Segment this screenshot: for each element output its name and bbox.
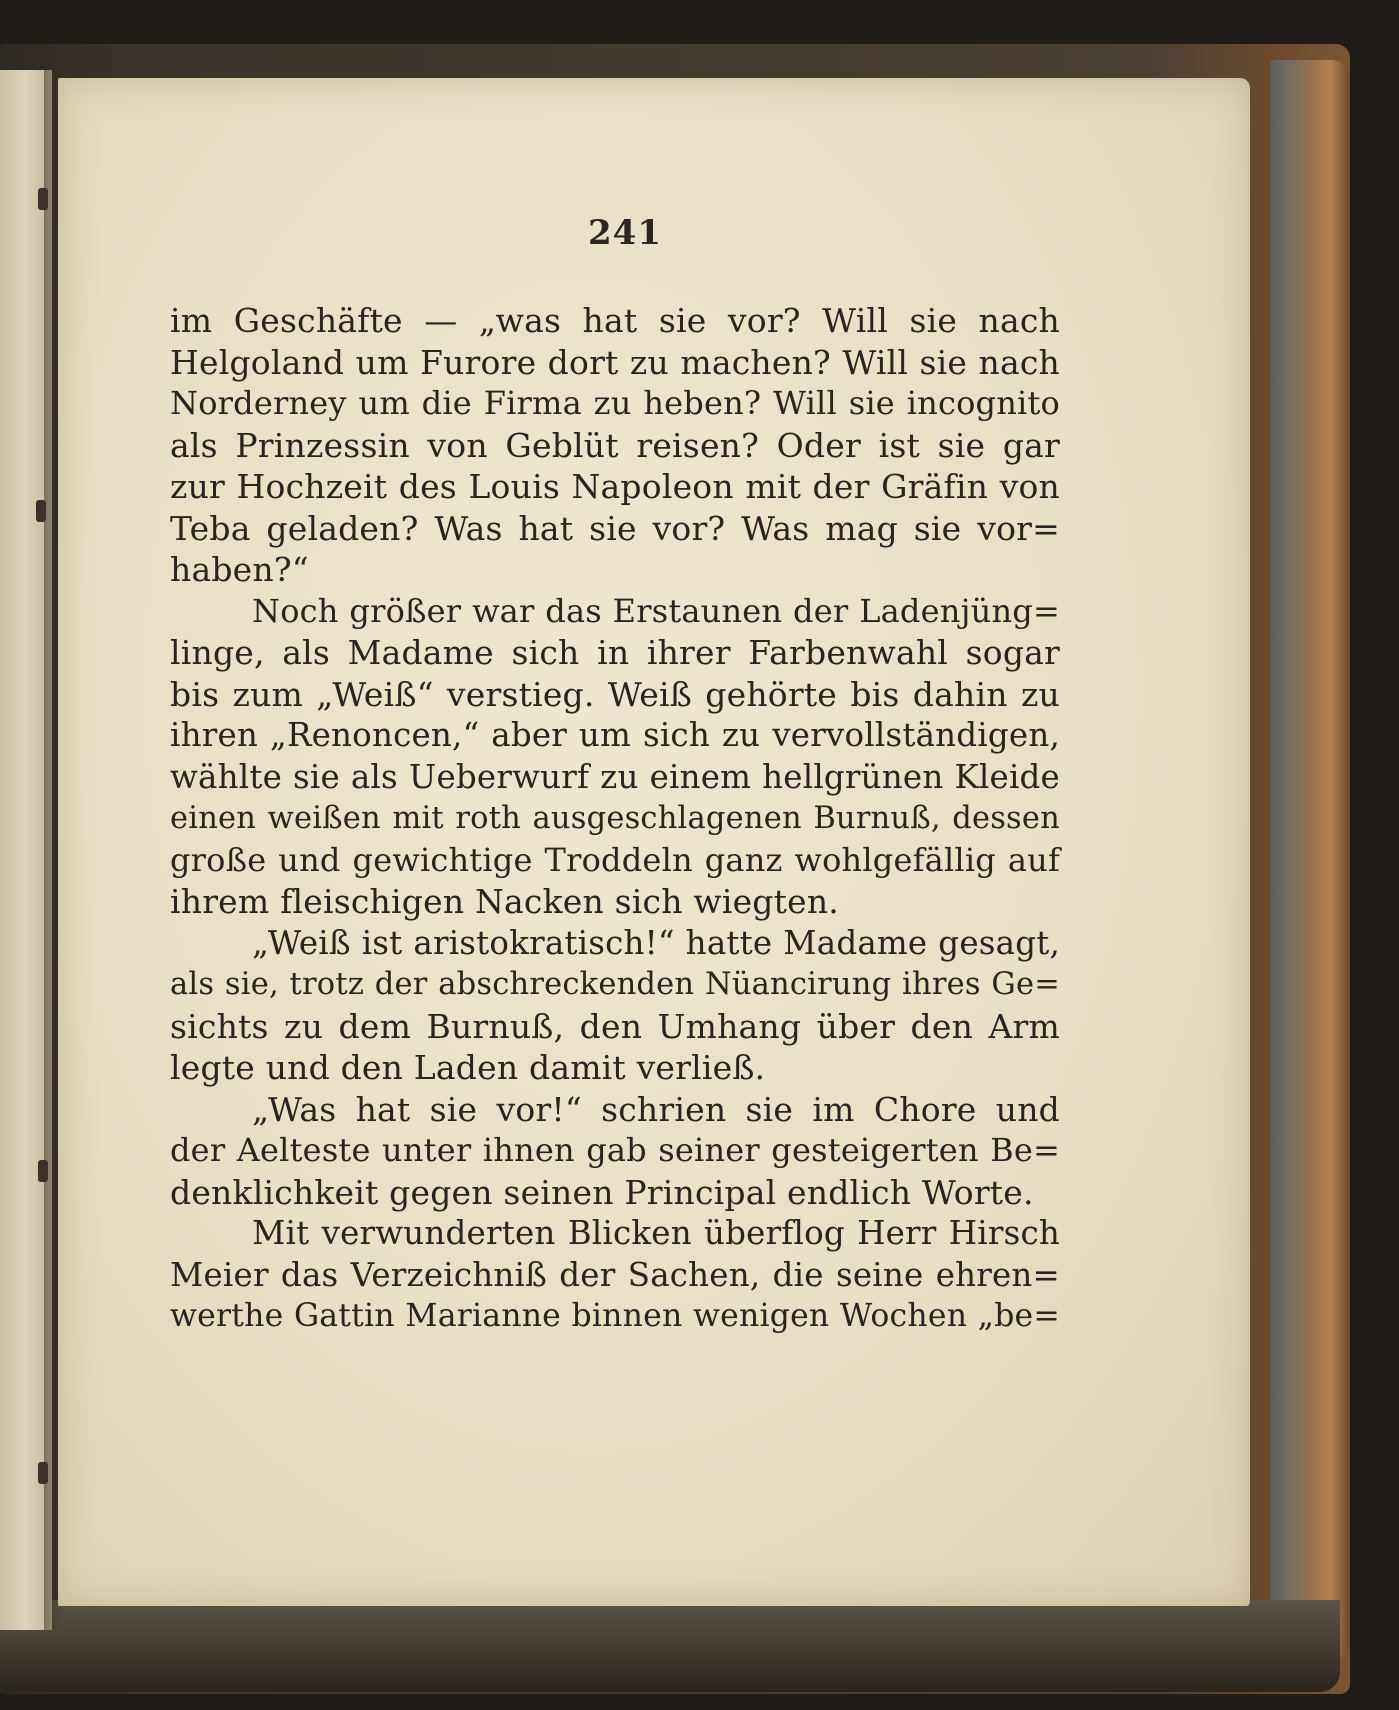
text-line: sichts zu dem Burnuß, den Umhang über den Arm [170, 1006, 1060, 1046]
text-line: einen weißen mit roth ausgeschlagenen Burnuß, dessen [170, 801, 1060, 836]
text-line: wählte sie als Ueberwurf zu einem hellgrünen Kleide [170, 757, 1060, 796]
text-line: der Aelteste unter ihnen gab seiner gesteigerten Be= [170, 1131, 1060, 1169]
text-line: Norderney um die Firma zu heben? Will sie incognito [170, 384, 1060, 422]
binding-thread-mark [36, 500, 46, 522]
text-line: Meier das Verzeichniß der Sachen, die seine ehren= [170, 1255, 1060, 1294]
text-line: Noch größer war das Erstaunen der Ladenjüng= [252, 591, 1060, 630]
cover-bottom-edge [0, 1600, 1340, 1692]
text-line: „Weiß ist aristokratisch!“ hatte Madame gesagt, [252, 923, 1060, 962]
text-line: linge, als Madame sich in ihrer Farbenwahl sogar [170, 633, 1060, 672]
text-line: als Prinzessin von Geblüt reisen? Oder ist sie gar [170, 425, 1060, 465]
text-line: als sie, trotz der abschreckenden Nüancirung ihres Ge= [170, 967, 1060, 1002]
text-line: denklichkeit gegen seinen Principal endlich Worte. [170, 1172, 1034, 1212]
text-line: im Geschäfte — „was hat sie vor? Will sie nach [170, 301, 1060, 340]
text-line: bis zum „Weiß“ verstieg. Weiß gehörte bis dahin zu [170, 674, 1060, 714]
text-line: Teba geladen? Was hat sie vor? Was mag sie vor= [170, 508, 1060, 548]
cover-edge [1270, 60, 1350, 1660]
text-line: „Was hat sie vor!“ schrien sie im Chore und [252, 1089, 1060, 1129]
text-line: werthe Gattin Marianne binnen wenigen Wochen „be= [170, 1298, 1060, 1334]
page-number: 241 [588, 213, 662, 253]
text-line: Mit verwunderten Blicken überflog Herr Hirsch [252, 1214, 1060, 1252]
text-line: legte und den Laden damit verließ. [170, 1048, 766, 1087]
text-line: ihren „Renoncen,“ aber um sich zu vervollständigen, [170, 716, 1060, 754]
page-text [170, 300, 1060, 1338]
text-line: zur Hochzeit des Louis Napoleon mit der Gräfin von [170, 467, 1060, 506]
binding-thread-mark [38, 188, 48, 210]
text-line: ihrem fleischigen Nacken sich wiegten. [170, 882, 839, 921]
binding-thread-mark [38, 1160, 48, 1182]
text-line: große und gewichtige Troddeln ganz wohlgefällig auf [170, 840, 1060, 879]
binding-thread-mark [38, 1462, 48, 1484]
text-line: haben?“ [170, 550, 309, 589]
text-line: Helgoland um Furore dort zu machen? Will sie nach [170, 342, 1060, 382]
